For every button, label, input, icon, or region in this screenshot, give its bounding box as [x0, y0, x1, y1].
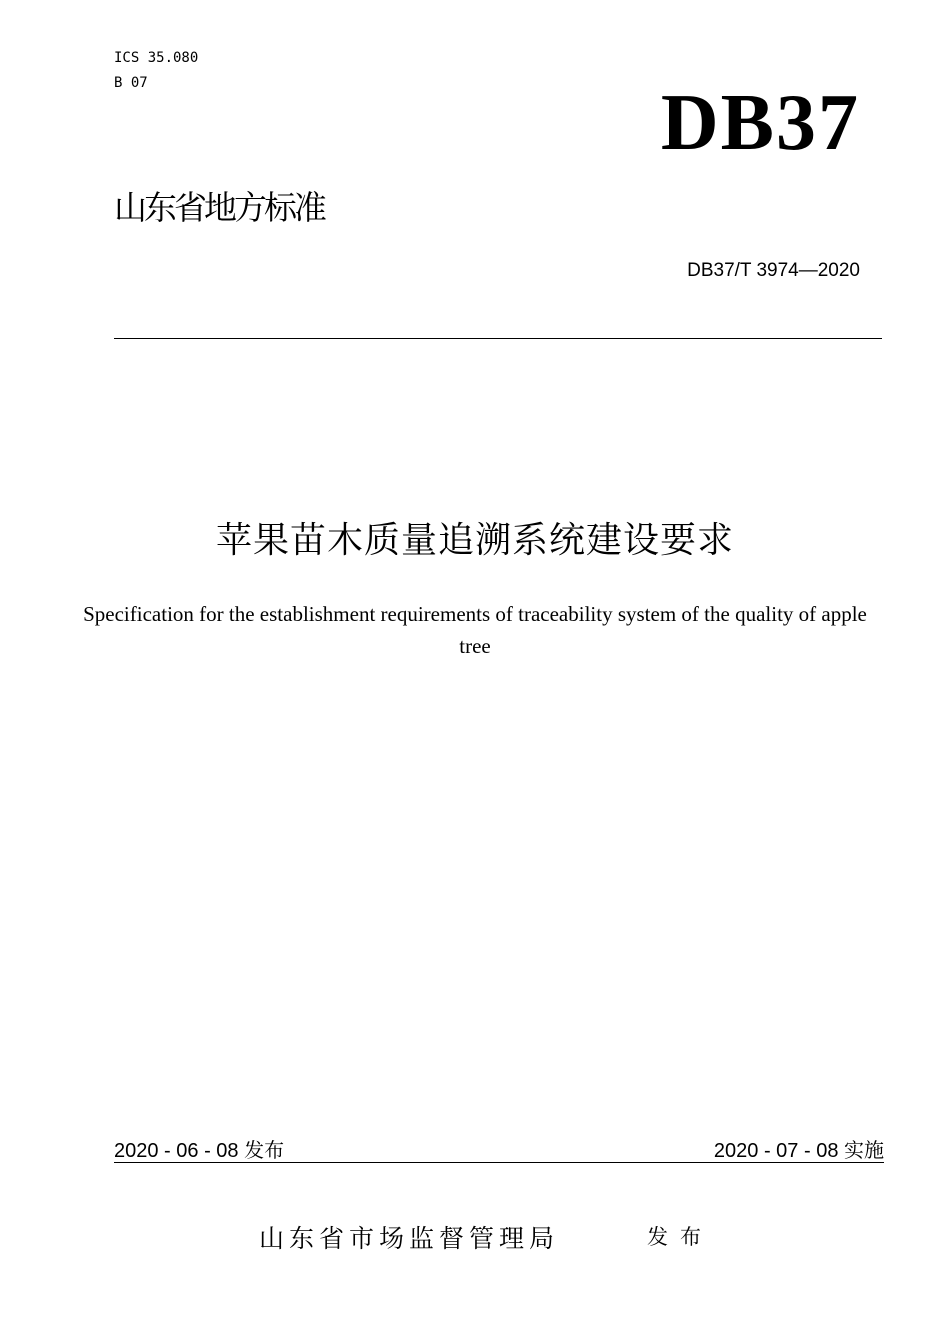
footer-divider	[114, 1162, 884, 1163]
ccs-code: B 07	[114, 75, 148, 91]
issue-date: 2020 - 06 - 08 发布	[114, 1140, 285, 1162]
header-divider	[114, 338, 882, 339]
document-title-english: Specification for the establishment requirements of traceability system of the quality of apple tree	[83, 602, 867, 658]
ics-code: ICS 35.080	[114, 50, 199, 66]
issuing-action: 发布	[647, 1225, 713, 1249]
document-title-chinese: 苹果苗木质量追溯系统建设要求	[215, 520, 734, 561]
standard-number: DB37/T 3974—2020	[687, 260, 860, 281]
implementation-date: 2020 - 07 - 08 实施	[713, 1140, 884, 1162]
issuing-authority: 山东省市场监督管理局	[259, 1224, 560, 1253]
standard-mark: DB37	[660, 79, 860, 167]
standard-type: 山东省地方标准	[114, 188, 324, 227]
